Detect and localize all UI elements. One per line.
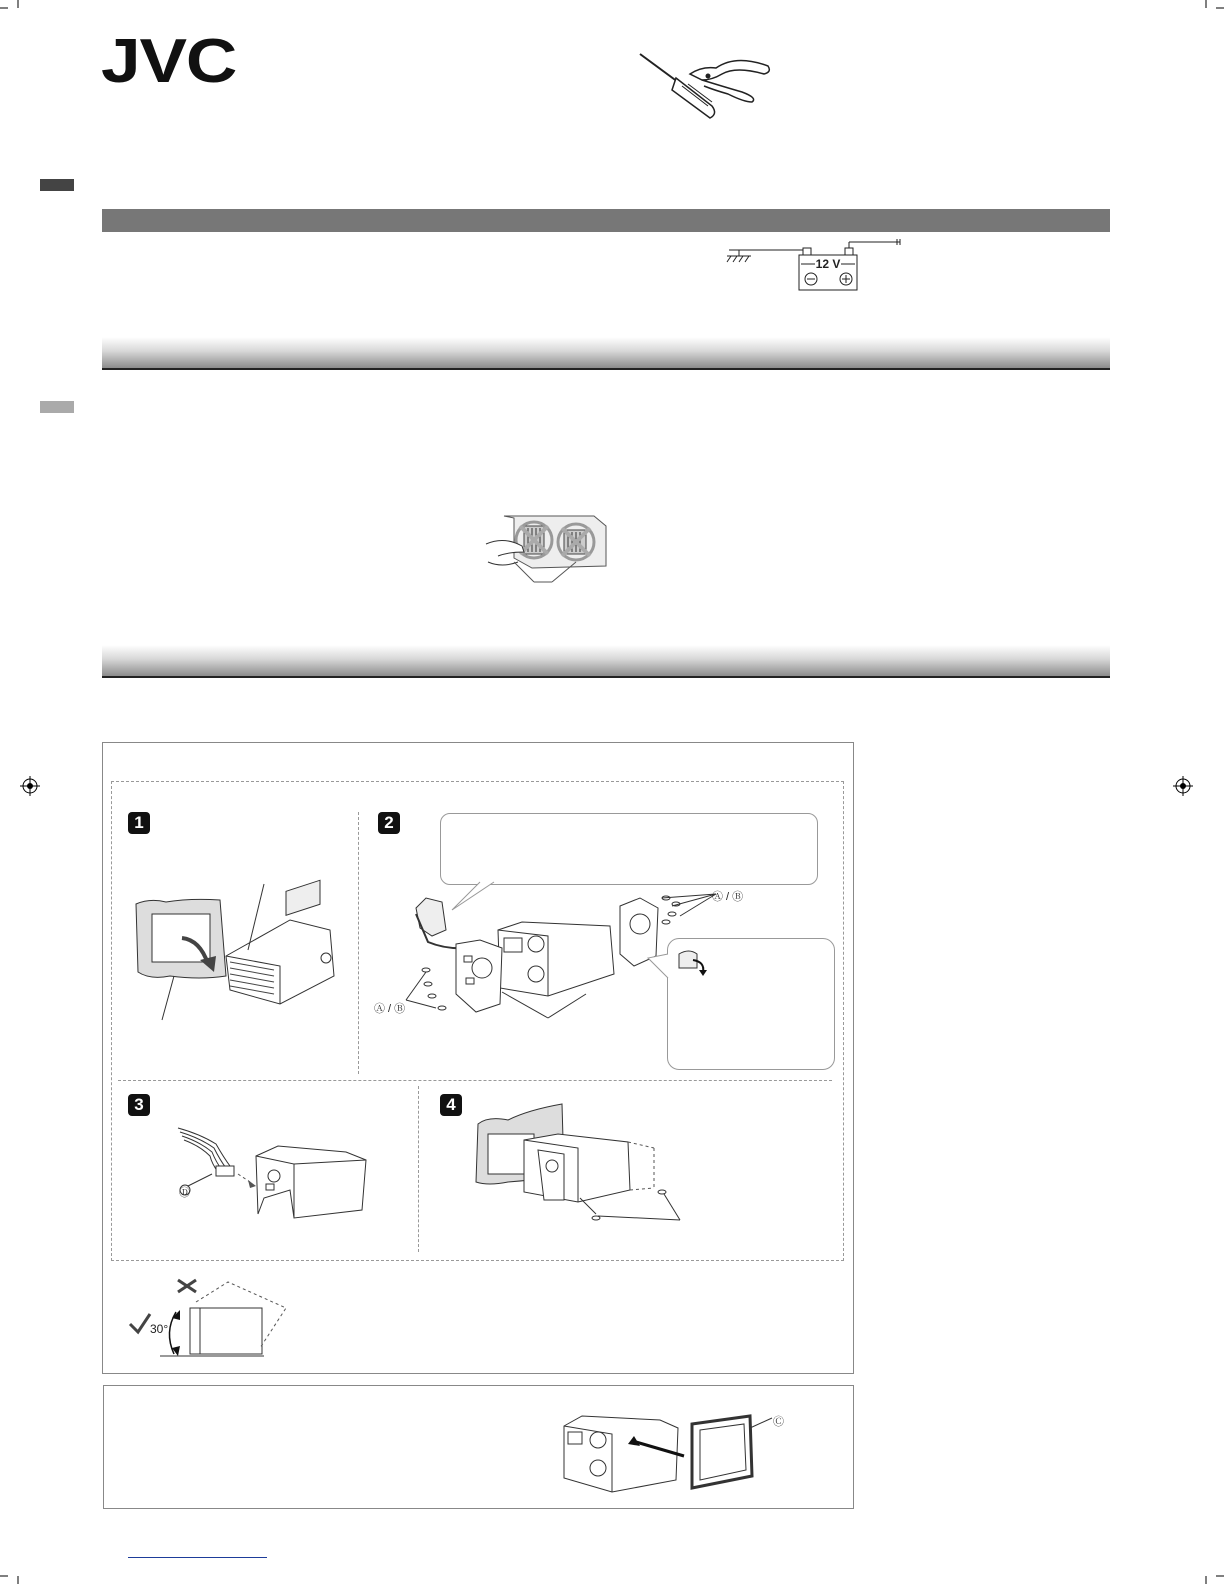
label-ab-left: Ⓐ / Ⓑ	[374, 1003, 406, 1015]
section-header-bar	[102, 209, 1110, 232]
battery-voltage-label: 12 V	[815, 257, 841, 271]
step-1-illustration	[130, 880, 345, 1025]
label-d: Ⓓ	[179, 1187, 190, 1199]
tools-illustration	[632, 44, 777, 122]
step-4-illustration	[468, 1096, 698, 1226]
brand-logo: JVC	[101, 27, 237, 96]
registration-mark-left	[20, 776, 40, 796]
battery-diagram	[725, 236, 905, 294]
step-4-badge: 4	[440, 1094, 462, 1116]
step-1-badge: 1	[128, 812, 150, 834]
step-3-illustration	[170, 1118, 370, 1223]
bend-tab-icon	[675, 948, 715, 978]
divider-vertical-bottom	[418, 1086, 419, 1252]
label-c: Ⓒ	[773, 1416, 784, 1428]
heatsink-warning-illustration	[484, 506, 614, 588]
divider-horizontal	[118, 1080, 832, 1081]
section-header-gradient-1	[102, 337, 1110, 370]
angle-diagram	[124, 1278, 294, 1358]
trim-plate-illustration	[560, 1408, 775, 1500]
registration-mark-right	[1173, 776, 1193, 796]
angle-label: 30°	[150, 1322, 169, 1336]
step-2-illustration	[372, 884, 672, 1024]
step-2-badge: 2	[378, 812, 400, 834]
section-tab-dark	[40, 179, 74, 191]
divider-vertical-top	[358, 812, 359, 1074]
section-tab-light	[40, 401, 74, 413]
step-3-badge: 3	[128, 1094, 150, 1116]
footer-link-underline[interactable]	[128, 1556, 267, 1558]
label-ab-top: Ⓐ / Ⓑ	[712, 891, 744, 903]
step-2-leader-lines-top	[660, 890, 720, 930]
section-header-gradient-2	[102, 645, 1110, 678]
step-2-detail-pointer	[644, 950, 674, 990]
step-2-callout	[440, 813, 818, 885]
